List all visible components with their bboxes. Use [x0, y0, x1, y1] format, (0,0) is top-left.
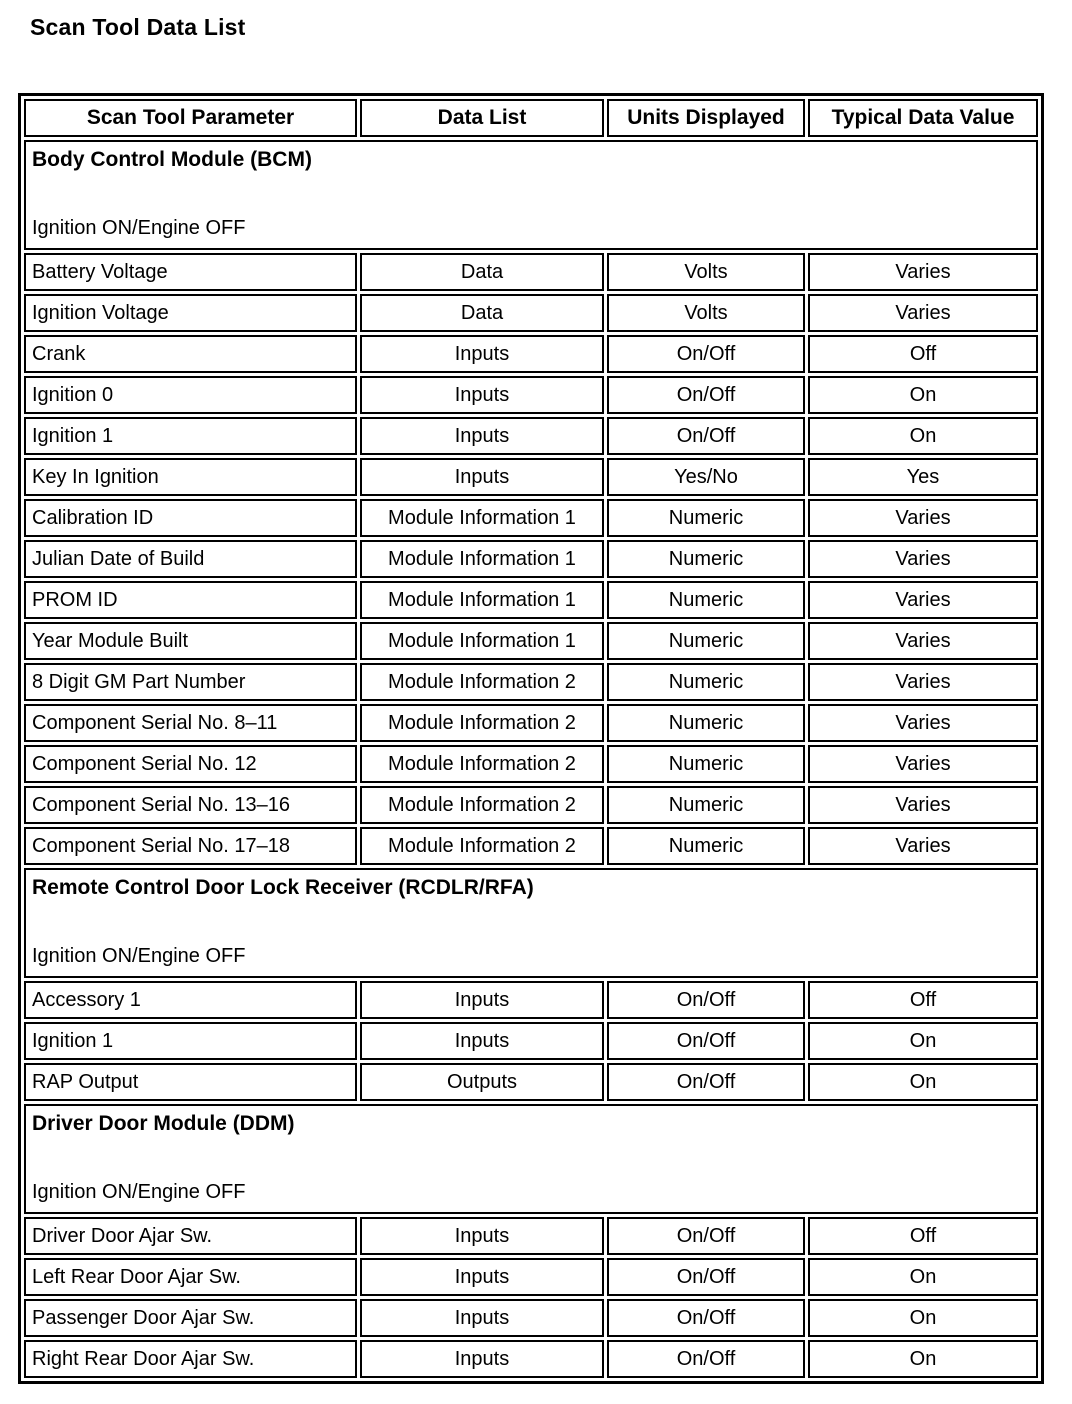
data-list-cell: Inputs — [360, 1340, 604, 1378]
typical-value-cell: Varies — [808, 786, 1038, 824]
column-header-parameter: Scan Tool Parameter — [24, 99, 357, 137]
units-cell: Yes/No — [607, 458, 805, 496]
table-row — [24, 1063, 1038, 1101]
units-cell: Numeric — [607, 540, 805, 578]
table-row — [24, 981, 1038, 1019]
table-row — [24, 745, 1038, 783]
units-cell: Volts — [607, 294, 805, 332]
parameter-cell: Component Serial No. 8–11 — [24, 704, 357, 742]
typical-value-cell: Varies — [808, 704, 1038, 742]
typical-value-cell: On — [808, 376, 1038, 414]
table-header-row — [24, 99, 1038, 137]
units-cell: Numeric — [607, 499, 805, 537]
data-list-cell: Module Information 1 — [360, 540, 604, 578]
units-cell: On/Off — [607, 981, 805, 1019]
section-condition: Ignition ON/Engine OFF — [32, 217, 246, 239]
column-header-data-list: Data List — [360, 99, 604, 137]
typical-value-cell: Varies — [808, 622, 1038, 660]
table-row — [24, 663, 1038, 701]
typical-value-cell: On — [808, 1022, 1038, 1060]
data-list-cell: Module Information 2 — [360, 704, 604, 742]
typical-value-cell: Varies — [808, 827, 1038, 865]
typical-value-cell: On — [808, 1258, 1038, 1296]
data-list-cell: Inputs — [360, 1299, 604, 1337]
typical-value-cell: Off — [808, 1217, 1038, 1255]
units-cell: On/Off — [607, 1217, 805, 1255]
typical-value-cell: Off — [808, 981, 1038, 1019]
data-list-cell: Module Information 2 — [360, 827, 604, 865]
scan-tool-data-table — [18, 93, 1044, 1384]
data-list-cell: Data — [360, 294, 604, 332]
section-header-row — [24, 868, 1038, 978]
section-condition: Ignition ON/Engine OFF — [32, 945, 246, 967]
parameter-cell: PROM ID — [24, 581, 357, 619]
section-title: Driver Door Module (DDM) — [32, 1112, 295, 1135]
table-row — [24, 1258, 1038, 1296]
page-title: Scan Tool Data List — [30, 14, 246, 40]
units-cell: Numeric — [607, 581, 805, 619]
units-cell: Numeric — [607, 663, 805, 701]
data-list-cell: Inputs — [360, 1217, 604, 1255]
parameter-cell: Ignition 1 — [24, 417, 357, 455]
data-list-cell: Module Information 2 — [360, 786, 604, 824]
section-header-row — [24, 1104, 1038, 1214]
parameter-cell: Key In Ignition — [24, 458, 357, 496]
table-row — [24, 499, 1038, 537]
units-cell: On/Off — [607, 376, 805, 414]
typical-value-cell: On — [808, 1299, 1038, 1337]
typical-value-cell: Varies — [808, 499, 1038, 537]
table-row — [24, 1022, 1038, 1060]
parameter-cell: Passenger Door Ajar Sw. — [24, 1299, 357, 1337]
parameter-cell: Driver Door Ajar Sw. — [24, 1217, 357, 1255]
data-list-cell: Module Information 2 — [360, 663, 604, 701]
units-cell: Numeric — [607, 704, 805, 742]
typical-value-cell: Yes — [808, 458, 1038, 496]
table-row — [24, 253, 1038, 291]
section-header-cell — [24, 140, 1038, 250]
parameter-cell: Right Rear Door Ajar Sw. — [24, 1340, 357, 1378]
units-cell: On/Off — [607, 335, 805, 373]
data-list-cell: Inputs — [360, 1258, 604, 1296]
typical-value-cell: Off — [808, 335, 1038, 373]
table-row — [24, 622, 1038, 660]
data-list-cell: Inputs — [360, 417, 604, 455]
typical-value-cell: Varies — [808, 294, 1038, 332]
section-title: Remote Control Door Lock Receiver (RCDLR/RFA) — [32, 876, 534, 899]
parameter-cell: RAP Output — [24, 1063, 357, 1101]
typical-value-cell: Varies — [808, 663, 1038, 701]
section-header-row — [24, 140, 1038, 250]
parameter-cell: Ignition 1 — [24, 1022, 357, 1060]
table-row — [24, 581, 1038, 619]
table-row — [24, 376, 1038, 414]
column-header-units: Units Displayed — [607, 99, 805, 137]
table-row — [24, 458, 1038, 496]
table-row — [24, 827, 1038, 865]
data-list-cell: Inputs — [360, 981, 604, 1019]
data-list-cell: Inputs — [360, 458, 604, 496]
parameter-cell: Year Module Built — [24, 622, 357, 660]
units-cell: On/Off — [607, 1063, 805, 1101]
table-row — [24, 540, 1038, 578]
data-list-cell: Inputs — [360, 335, 604, 373]
table-row — [24, 417, 1038, 455]
table-row — [24, 1299, 1038, 1337]
units-cell: Numeric — [607, 622, 805, 660]
section-condition: Ignition ON/Engine OFF — [32, 1181, 246, 1203]
units-cell: On/Off — [607, 417, 805, 455]
units-cell: On/Off — [607, 1340, 805, 1378]
parameter-cell: Ignition Voltage — [24, 294, 357, 332]
parameter-cell: Battery Voltage — [24, 253, 357, 291]
column-header-typical-value: Typical Data Value — [808, 99, 1038, 137]
parameter-cell: Component Serial No. 12 — [24, 745, 357, 783]
table-row — [24, 335, 1038, 373]
units-cell: Numeric — [607, 745, 805, 783]
typical-value-cell: On — [808, 1340, 1038, 1378]
typical-value-cell: On — [808, 1063, 1038, 1101]
units-cell: On/Off — [607, 1299, 805, 1337]
data-list-cell: Module Information 2 — [360, 745, 604, 783]
parameter-cell: Left Rear Door Ajar Sw. — [24, 1258, 357, 1296]
parameter-cell: Calibration ID — [24, 499, 357, 537]
parameter-cell: Julian Date of Build — [24, 540, 357, 578]
typical-value-cell: Varies — [808, 540, 1038, 578]
data-list-cell: Outputs — [360, 1063, 604, 1101]
table-row — [24, 1217, 1038, 1255]
parameter-cell: 8 Digit GM Part Number — [24, 663, 357, 701]
units-cell: Numeric — [607, 786, 805, 824]
parameter-cell: Crank — [24, 335, 357, 373]
data-list-cell: Module Information 1 — [360, 581, 604, 619]
section-header-cell — [24, 868, 1038, 978]
parameter-cell: Component Serial No. 17–18 — [24, 827, 357, 865]
units-cell: Volts — [607, 253, 805, 291]
units-cell: On/Off — [607, 1022, 805, 1060]
typical-value-cell: Varies — [808, 253, 1038, 291]
data-list-cell: Module Information 1 — [360, 622, 604, 660]
typical-value-cell: Varies — [808, 745, 1038, 783]
data-list-cell: Inputs — [360, 376, 604, 414]
section-header-cell — [24, 1104, 1038, 1214]
typical-value-cell: Varies — [808, 581, 1038, 619]
data-list-cell: Data — [360, 253, 604, 291]
table-row — [24, 1340, 1038, 1378]
parameter-cell: Component Serial No. 13–16 — [24, 786, 357, 824]
parameter-cell: Ignition 0 — [24, 376, 357, 414]
units-cell: On/Off — [607, 1258, 805, 1296]
data-list-cell: Inputs — [360, 1022, 604, 1060]
parameter-cell: Accessory 1 — [24, 981, 357, 1019]
table-row — [24, 786, 1038, 824]
table-row — [24, 704, 1038, 742]
units-cell: Numeric — [607, 827, 805, 865]
data-list-cell: Module Information 1 — [360, 499, 604, 537]
table-row — [24, 294, 1038, 332]
typical-value-cell: On — [808, 417, 1038, 455]
section-title: Body Control Module (BCM) — [32, 148, 312, 171]
